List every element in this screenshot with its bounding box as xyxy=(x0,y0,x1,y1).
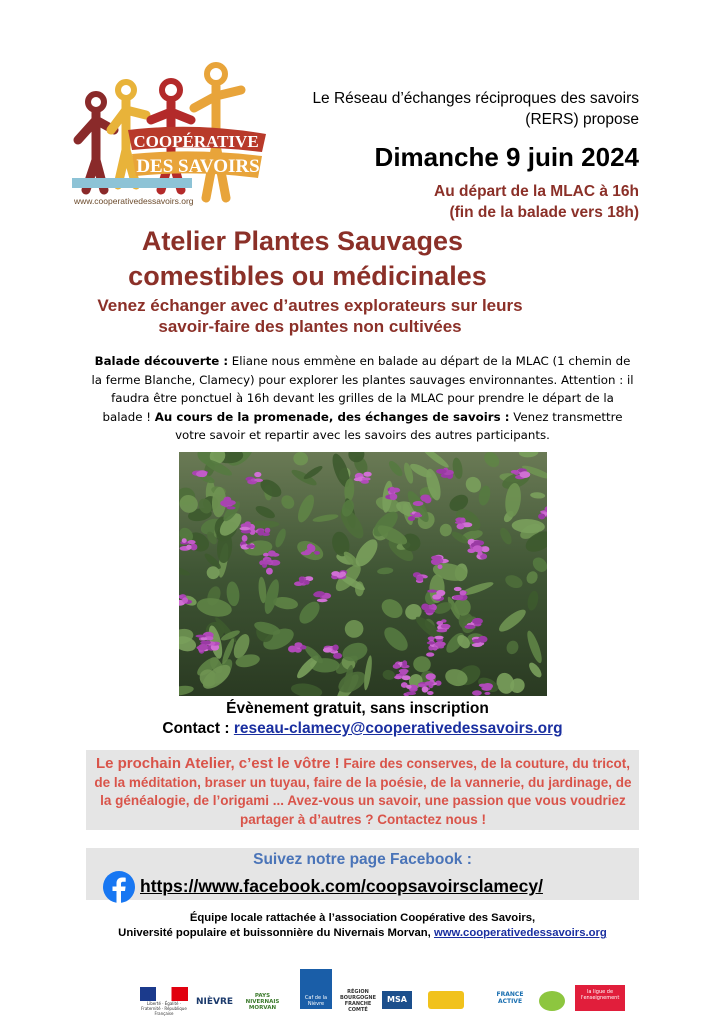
region-bfc-logo: RÉGION BOURGOGNE FRANCHE COMTÉ xyxy=(339,989,377,1013)
next-workshop-text xyxy=(88,755,638,829)
event-subtitle xyxy=(0,295,725,337)
subtitle-line2: savoir-faire des plantes non cultivées xyxy=(158,317,462,336)
cooperative-des-savoirs-logo xyxy=(66,60,276,210)
forum-logo xyxy=(428,991,464,1009)
description-text1: Eliane nous emmène en balade au départ de la MLAC (1 chemin de la ferme Blanche, Clamecy) pour explorer les plantes sauvages environnantes. Attention : il faudra être ponctuel à 16h devant les grilles de la MLAC pour prendre le départ de la balade ! xyxy=(91,354,634,424)
nievre-logo: NIÈVRE xyxy=(195,997,234,1007)
france-active-logo: FRANCE ACTIVE xyxy=(496,991,524,1005)
logo-url: www.cooperativedessavoirs.org xyxy=(74,196,194,206)
facebook-link[interactable]: https://www.facebook.com/coopsavoirsclamecy/ xyxy=(140,876,543,896)
logo-line2: DES SAVOIRS xyxy=(136,156,260,177)
intro-line1: Le Réseau d’échanges réciproques des savoirs xyxy=(312,90,639,107)
caf-logo: Caf de la Nièvre xyxy=(300,969,332,1009)
intro-line2: (RERS) propose xyxy=(525,111,639,128)
title-line1: Atelier Plantes Sauvages xyxy=(141,226,464,256)
footer-website-link[interactable]: www.cooperativedessavoirs.org xyxy=(433,927,607,939)
partner-round-logo xyxy=(539,991,565,1011)
description-text2: Venez transmettre votre savoir et repartir avec les savoirs des autres participants. xyxy=(175,409,623,442)
contact-email-link[interactable]: reseau-clamecy@cooperativedessavoirs.org xyxy=(233,720,563,737)
description-bold1: Balade découverte : xyxy=(94,354,229,368)
event-title xyxy=(0,224,725,294)
footer-line2-wrap xyxy=(0,926,725,941)
next-body: Faire des conserves, de la couture, du tricot, de la méditation, braser un tuyau, faire de la poésie, de la vannerie, du jardinage, de la généalogie, de l’origami ... Avez-vous un savoir, une passion que vous voudriez partager à d’autres ? Contactez nous ! xyxy=(94,756,632,827)
ligue-enseignement-logo: la ligue de l'enseignement xyxy=(575,985,625,1011)
title-line2: comestibles ou médicinales xyxy=(128,261,487,291)
footer xyxy=(0,911,725,941)
free-event-text: Évènement gratuit, sans inscription xyxy=(226,700,489,717)
event-time xyxy=(434,181,639,223)
footer-line1: Équipe locale rattachée à l’association Coopérative des Savoirs, xyxy=(189,912,536,924)
time-line2: (fin de la balade vers 18h) xyxy=(449,204,639,221)
republique-francaise-logo: Liberté · Égalité · Fraternité · République Française xyxy=(140,987,188,1016)
time-line1: Au départ de la MLAC à 16h xyxy=(434,183,639,200)
facebook-title: Suivez notre page Facebook : xyxy=(253,851,472,868)
description xyxy=(90,352,635,445)
partner-logos xyxy=(135,965,645,1015)
description-bold2: Au cours de la promenade, des échanges de savoirs : xyxy=(154,409,510,424)
footer-line2: Université populaire et buissonnière du Nivernais Morvan, xyxy=(118,927,431,939)
msa-logo: MSA xyxy=(382,991,412,1009)
logo-line1: COOPÉRATIVE xyxy=(133,132,259,151)
pays-nivernais-morvan-logo: PAYS NIVERNAIS MORVAN xyxy=(245,993,280,1011)
contact-label: Contact : xyxy=(162,720,230,737)
facebook-icon xyxy=(103,871,135,903)
next-lead: Le prochain Atelier, c’est le vôtre ! xyxy=(95,755,340,772)
contact-line xyxy=(0,720,725,738)
event-date: Dimanche 9 juin 2024 xyxy=(374,142,639,172)
free-event-note xyxy=(0,700,725,718)
subtitle-line1: Venez échanger avec d’autres explorateurs sur leurs xyxy=(97,296,523,315)
intro-text xyxy=(279,88,639,130)
wild-plants-photo xyxy=(179,452,547,696)
